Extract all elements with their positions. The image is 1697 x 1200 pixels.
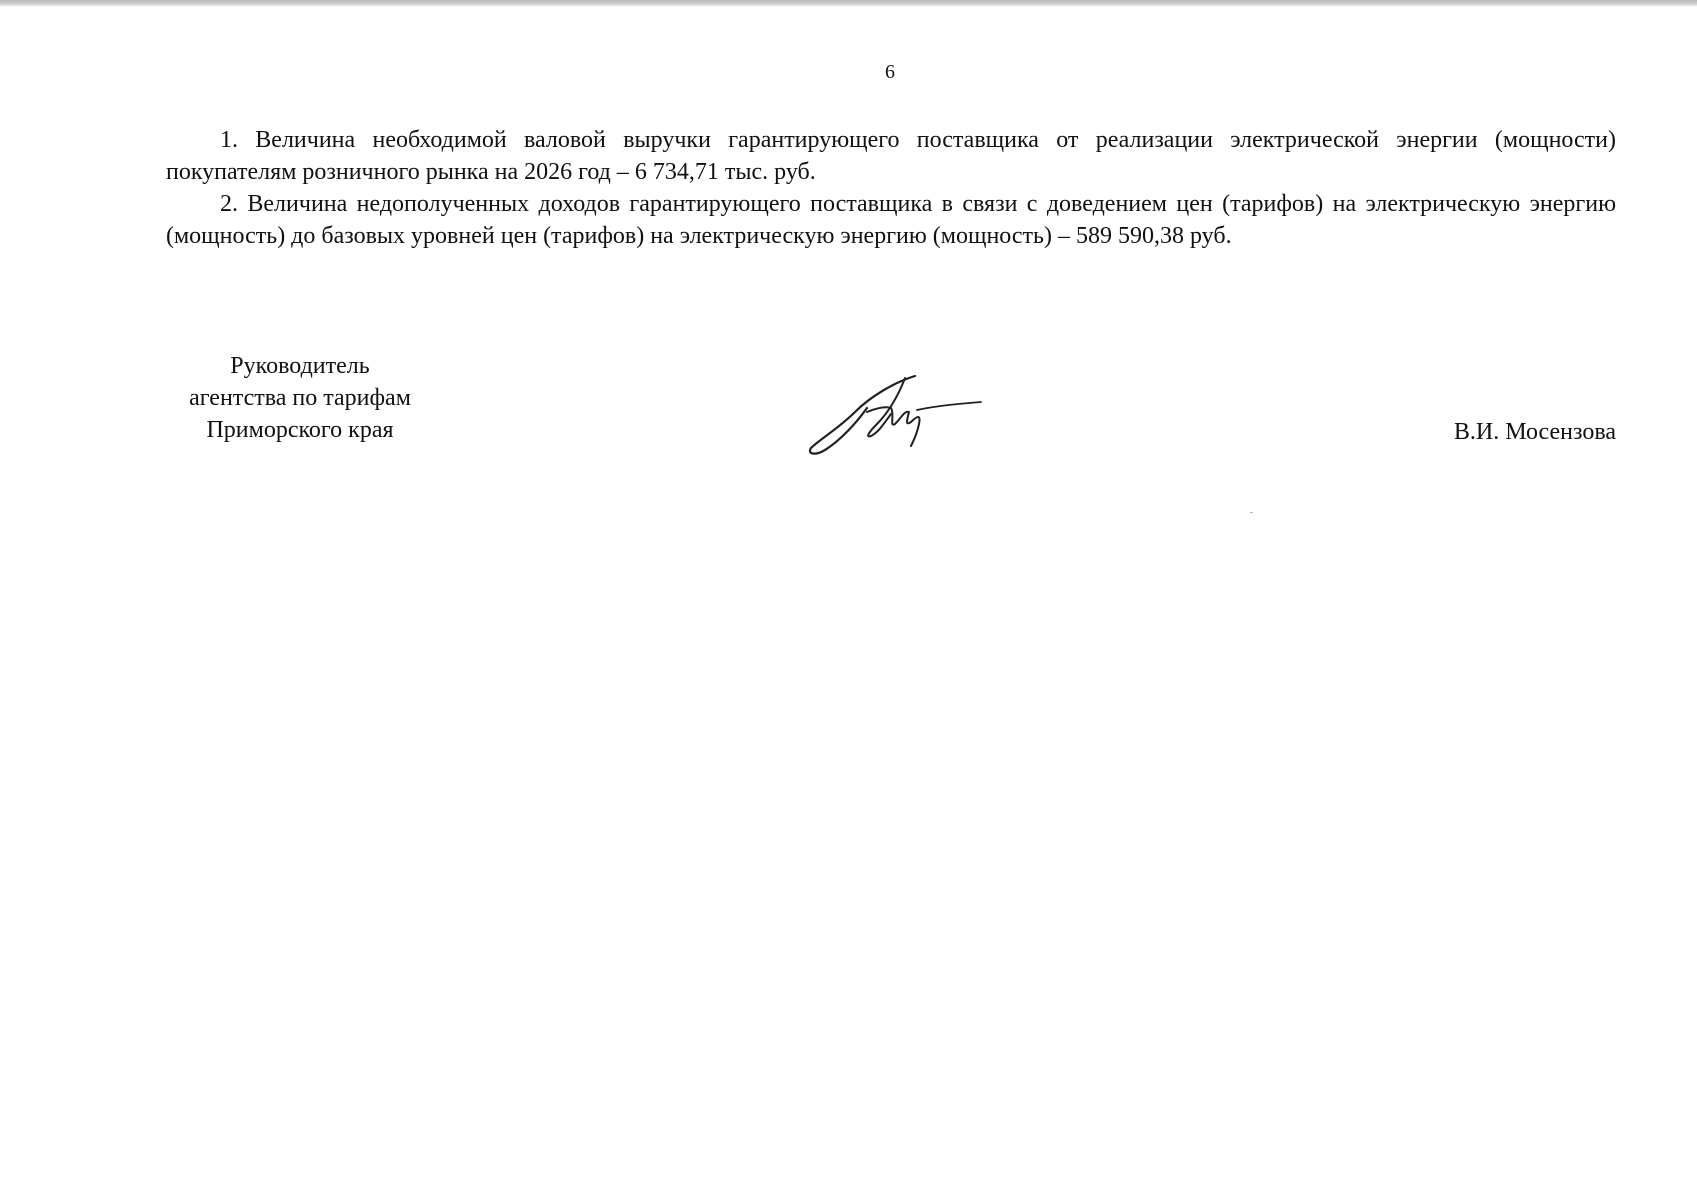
signatory-title-line: Руководитель [230,353,370,379]
signatory-position [150,350,450,446]
document-body [166,124,1616,252]
signatory-title-line: Приморского края [206,417,394,443]
scan-speck [1250,512,1253,513]
paragraph-gross-revenue: 1. Величина необходимой валовой выручки гарантирующего поставщика от реализации электрической энергии (мощности) покупателям розничного рынка на 2026 год – 6 734,71 тыс. руб. [166,127,1616,185]
signatory-title-line: агентства по тарифам [189,385,411,411]
signatory-name: В.И. Мосензова [1453,419,1616,445]
paragraph-lost-income: 2. Величина недополученных доходов гарантирующего поставщика в связи с доведением цен (тарифов) на электрическую энергию (мощность) до базовых уровней цен (тарифов) на электрическую энергию (мощность) – 589 590,38 руб. [166,191,1616,249]
page-number: 6 [885,61,895,83]
scan-edge [0,0,1697,7]
handwritten-signature [805,372,985,457]
